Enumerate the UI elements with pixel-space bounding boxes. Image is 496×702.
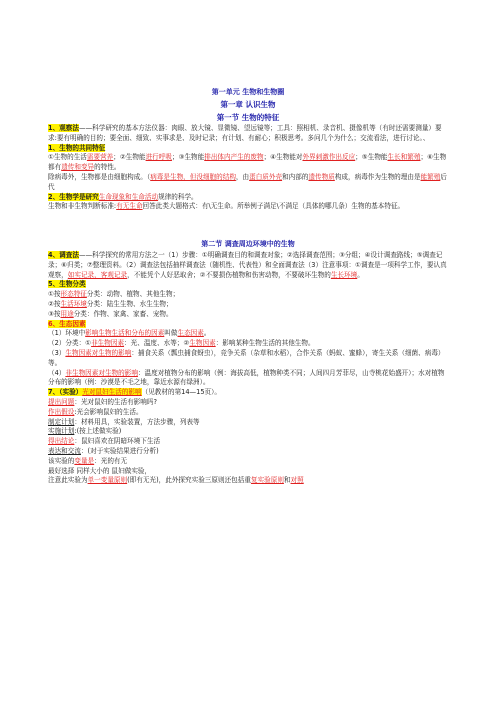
variable-line: 该实验的变量是：光的有无 [48, 456, 128, 465]
step-hypothesis: 作出假设:光会影响鼠妇的生活。 [48, 407, 143, 416]
class-by-form: ①按形态特征分类：动物、植物、其他生物； [48, 290, 180, 299]
virus-paragraph: 除病毒外，生物都是由细胞构成。（病毒是生物，但没细胞的结构，由蛋白质外壳和内部的遗传物质构成，病毒作为生物的理由是能繁殖后代 [48, 172, 447, 191]
ecological-heading: 6、生态因素 [48, 319, 86, 328]
principle-line: 注意此实验为单一变量原则(即有无光)，此外探究实验三原则还包括重复实验原则和对照 [48, 476, 304, 485]
judgement-paragraph: 生物和非生物判断标准:有无生命回答此类大题格式：有\无生命。所举例子满足\不满足（具体的哪几条）生物的基本特征。 [48, 202, 405, 211]
eco-2: （2）分类：①非生物因素：光、温度、水等；②生物因素：影响某种生物生活的其他生物。 [48, 339, 315, 348]
unit-title: 第一单元 生物和生物圈 [211, 88, 285, 96]
chapter-title: 第一章 认识生物 [220, 100, 276, 109]
step-conclusion: 得出结论：鼠妇喜欢在阴暗环境下生活 [48, 437, 161, 446]
choice-line: 最好选择 同样大小的 鼠妇做实验， [48, 466, 152, 475]
survey-paragraph: 4、调查法——科学探究的常用方法之一（1）步骤：①明确调查目的和调查对象；②选择调查范围；③分组；④设计调查路线；⑤调查记录；⑥归类；⑦整理资料。（2）调查法包括抽样调查法（随机性、代表性）和全面调查法（3）注意事项：①调查是一项科学工作，要认真观察，如实记录，客观记录，不能凭个人好恶取舍；②不要损伤植物和伤害动物，不要破坏生物的生长环境。 [48, 251, 447, 279]
eco-1: （1）环境中影响生物生活和分布的因素叫做生态因素。 [48, 329, 211, 338]
section2-title: 第二节 调查周边环境中的生物 [201, 240, 295, 248]
features-paragraph: ①生物的生活需要营养；②生物能进行呼吸；③生物能排出体内产生的废物；④生物能对外界刺激作出反应；⑤生物能生长和繁殖；⑥生物都有遗传和变异的特性。 [48, 153, 447, 172]
features-heading: 1、生物的共同特征 [48, 143, 106, 152]
step-communicate: 表达和交流：(对于实验结果进行分析) [48, 446, 159, 455]
experiment-heading: 7、（实验）光对鼠妇生活的影响（见教材的第14—15页）。 [48, 388, 222, 397]
section1-body [48, 124, 450, 212]
eco-4: （4）非生物因素对生物的影响：温度对植物分布的影响（例：海拔高低，植物种类不同；人间四月芳菲尽，山寺桃花始盛开）；水对植物分布的影响（例：沙漠是不毛之地，靠近水源有绿洲）。 [48, 368, 445, 387]
section2-body [48, 251, 450, 486]
section1-title: 第一节 生物的特征 [216, 113, 280, 122]
biology-definition: 2、生物学是研究生命现象和生命活动规律的科学。 [48, 192, 198, 201]
eco-3: （3）生物因素对生物的影响：捕食关系（瓢虫捕食蚜虫），竞争关系（杂草和水稻），合作关系（蚂蚁、蜜蜂），寄生关系（细菌、病毒）等。 [48, 348, 445, 367]
class-by-habitat: ②按生活环境分类：陆生生物、水生生物； [48, 299, 173, 308]
step-plan: 制定计划：材料用具，实验装置，方法步骤，列表等 [48, 417, 200, 426]
step-question: 提出问题：光对鼠妇的生活有影响吗? [48, 397, 157, 406]
observation-paragraph: 1、观察法——科学研究的基本方法仪器：肉眼、放大镜、显微镜、望远镜等；工具：照相机、录音机、摄像机等（有时还需要测量）要求:要有明确的目的；要全面、细致、实事求是、及时记录；有计划、有耐心；积极思考。多问几个为什么；交流看法，进行讨论。、 [48, 124, 442, 142]
class-by-use: ③按用途分类：作物、家禽、家畜、宠物。 [48, 309, 173, 318]
step-implement: 实施计划:(按上述做实验) [48, 427, 122, 436]
classification-heading: 5、生物分类 [48, 280, 86, 289]
